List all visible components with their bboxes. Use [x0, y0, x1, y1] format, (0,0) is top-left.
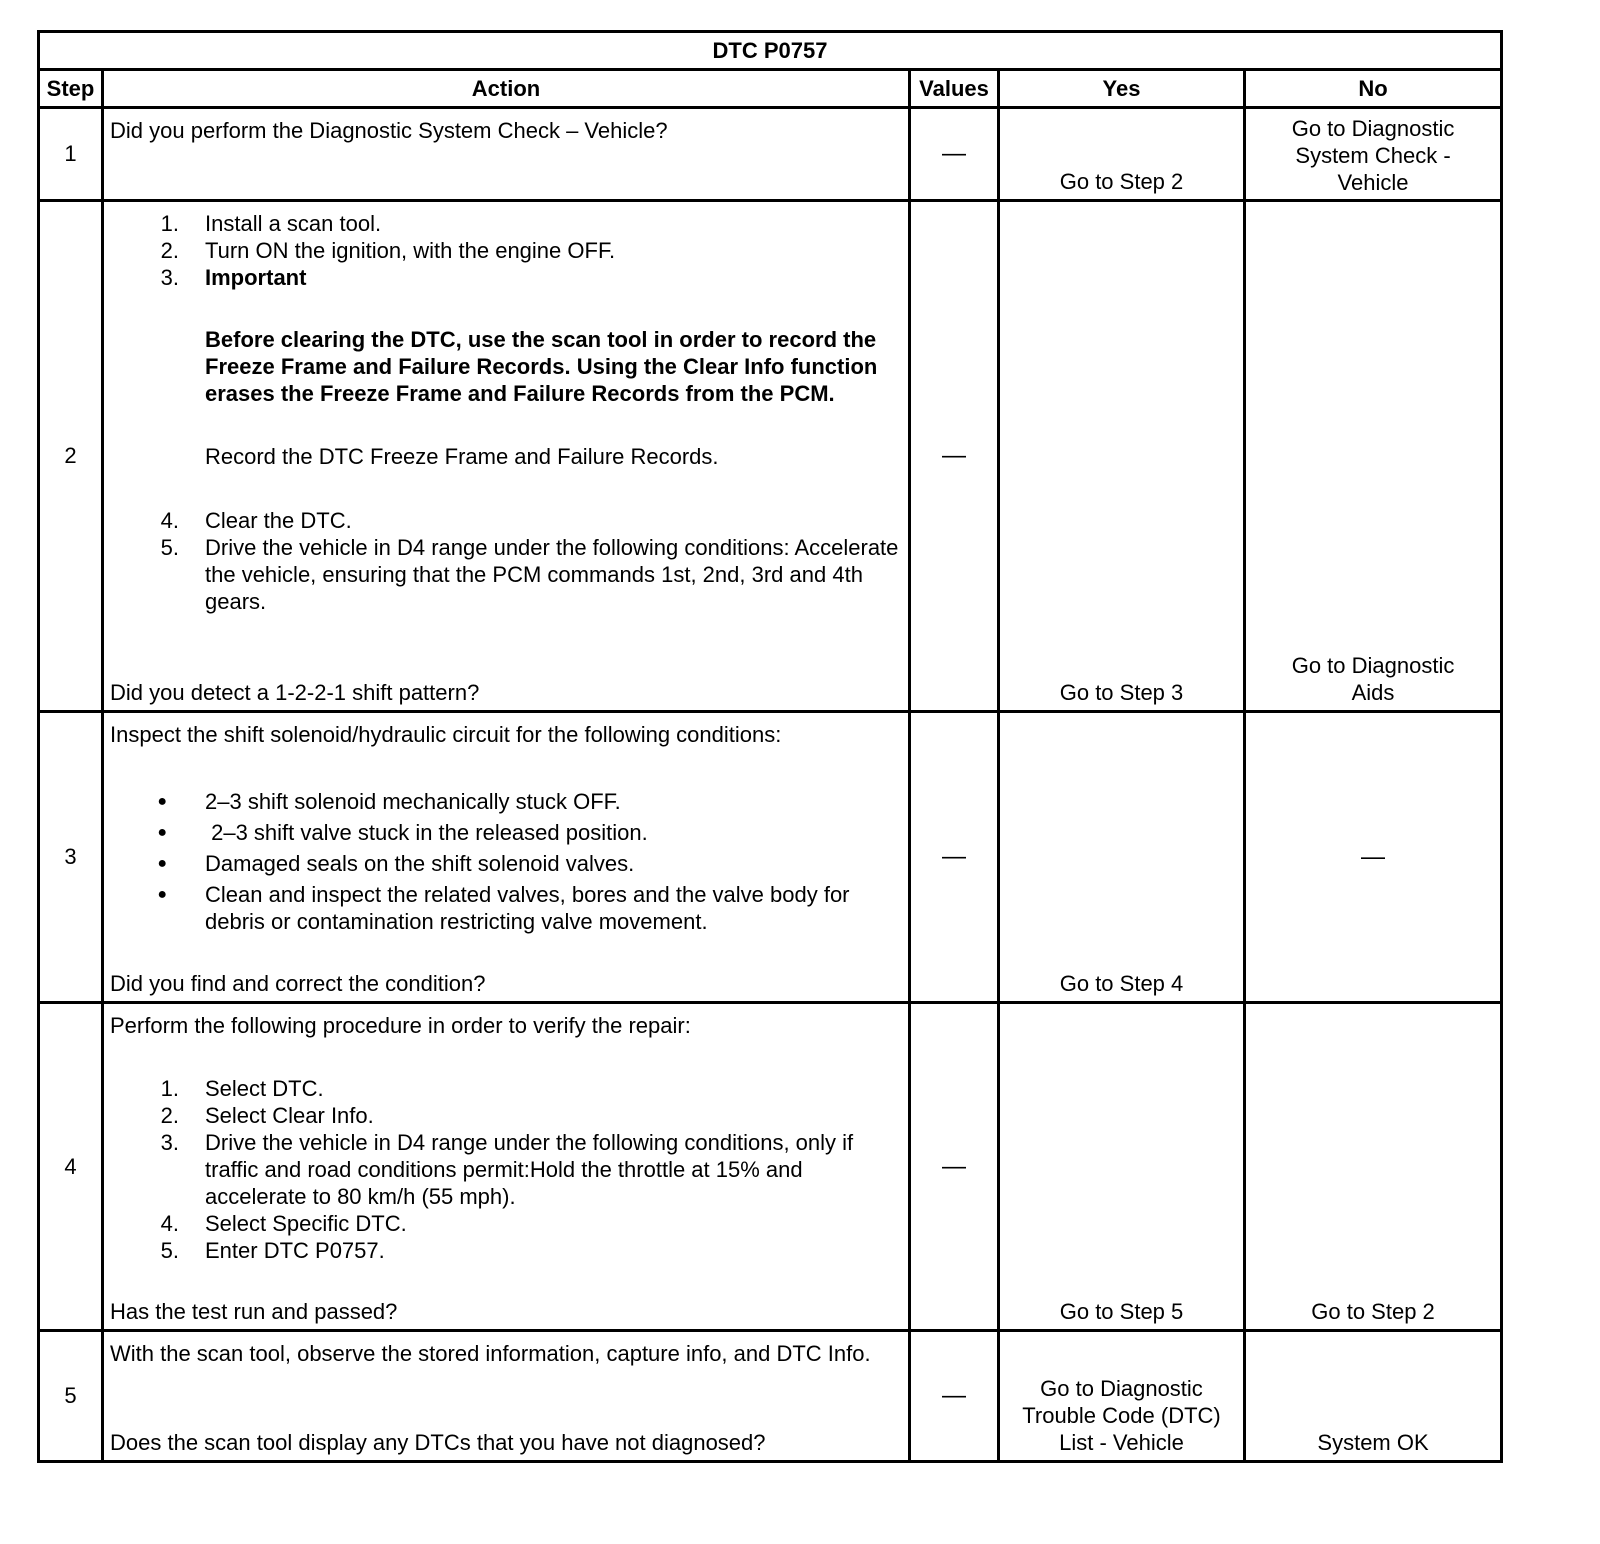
step-question: Has the test run and passed?	[110, 1299, 398, 1324]
list-item: 5. Drive the vehicle in D4 range under the following conditions: Accelerate the vehicle, ensuring that the PCM commands 1st, 2nd, 3rd and 4th gears.	[160, 535, 899, 614]
yes-link[interactable]: Go to Diagnostic Trouble Code (DTC) List - Vehicle	[1022, 1376, 1221, 1455]
bullet-icon: ●	[157, 824, 167, 841]
header-action: Action	[103, 70, 910, 108]
action-cell	[103, 1331, 910, 1462]
no-link: System OK	[1317, 1430, 1429, 1455]
list-item: ● 2–3 shift solenoid mechanically stuck OFF.	[110, 788, 902, 815]
table-row	[39, 201, 1502, 712]
no-dash: —	[1361, 843, 1386, 871]
step-question: Did you find and correct the condition?	[110, 971, 486, 996]
numbered-list	[110, 507, 902, 615]
step-intro: Inspect the shift solenoid/hydraulic circuit for the following conditions:	[110, 722, 782, 747]
yes-link[interactable]: Go to Step 2	[1059, 169, 1184, 194]
list-item: 3. Drive the vehicle in D4 range under the following conditions, only if traffic and road conditions permit:Hold the throttle at 15% and accelerate to 80 km/h (55 mph).	[160, 1130, 854, 1209]
numbered-list	[110, 1075, 902, 1264]
step-intro: Perform the following procedure in order to verify the repair:	[110, 1013, 691, 1038]
action-cell	[103, 108, 910, 201]
yes-cell	[999, 201, 1245, 712]
list-item: ● Damaged seals on the shift solenoid valves.	[110, 850, 902, 877]
table-title: DTC P0757	[39, 32, 1502, 70]
yes-link[interactable]: Go to Step 5	[1059, 1299, 1184, 1324]
table-row	[39, 108, 1502, 201]
step-number: 1	[39, 108, 103, 201]
record-note: Record the DTC Freeze Frame and Failure Records.	[205, 444, 719, 469]
header-step: Step	[39, 70, 103, 108]
no-link[interactable]: Go to Diagnostic System Check - Vehicle	[1291, 116, 1455, 195]
values-cell: —	[910, 108, 999, 201]
no-link[interactable]: Go to Step 2	[1311, 1299, 1435, 1324]
list-item: 2. Select Clear Info.	[160, 1103, 374, 1128]
values-cell: —	[910, 1003, 999, 1331]
step-number: 2	[39, 201, 103, 712]
bullet-list	[110, 788, 902, 935]
step-intro: With the scan tool, observe the stored information, capture info, and DTC Info.	[110, 1341, 871, 1366]
no-cell	[1245, 1003, 1502, 1331]
list-item: 5. Enter DTC P0757.	[160, 1238, 385, 1263]
header-yes: Yes	[999, 70, 1245, 108]
values-cell: —	[910, 1331, 999, 1462]
no-cell	[1245, 712, 1502, 1003]
step-question: Did you perform the Diagnostic System Check – Vehicle?	[110, 118, 668, 143]
values-cell: —	[910, 201, 999, 712]
no-cell	[1245, 1331, 1502, 1462]
no-link[interactable]: Go to Diagnostic Aids	[1291, 653, 1455, 705]
no-cell	[1245, 108, 1502, 201]
bullet-icon: ●	[157, 793, 167, 810]
step-number: 4	[39, 1003, 103, 1331]
list-item: 4. Clear the DTC.	[160, 508, 352, 533]
dtc-table	[37, 30, 1503, 1463]
list-item: 1. Select DTC.	[160, 1076, 324, 1101]
list-item: 1. Install a scan tool.	[160, 211, 382, 236]
step-question: Does the scan tool display any DTCs that you have not diagnosed?	[110, 1430, 766, 1455]
yes-link[interactable]: Go to Step 3	[1059, 680, 1184, 705]
action-cell	[103, 712, 910, 1003]
header-values: Values	[910, 70, 999, 108]
no-cell	[1245, 201, 1502, 712]
action-cell	[103, 201, 910, 712]
list-item: ● 2–3 shift valve stuck in the released position.	[110, 819, 902, 846]
table-row	[39, 1331, 1502, 1462]
values-cell: —	[910, 712, 999, 1003]
list-item: 4. Select Specific DTC.	[160, 1211, 407, 1236]
table-row	[39, 712, 1502, 1003]
bullet-icon: ●	[157, 855, 167, 872]
numbered-list	[110, 210, 902, 291]
bullet-icon: ●	[157, 886, 167, 903]
step-number: 5	[39, 1331, 103, 1462]
yes-cell	[999, 1331, 1245, 1462]
step-number: 3	[39, 712, 103, 1003]
action-cell	[103, 1003, 910, 1331]
list-item: 3. Important	[160, 265, 307, 290]
step-question: Did you detect a 1-2-2-1 shift pattern?	[110, 680, 480, 705]
list-item: ● Clean and inspect the related valves, bores and the valve body for debris or contamination restricting valve movement.	[110, 881, 902, 935]
yes-cell	[999, 712, 1245, 1003]
header-no: No	[1245, 70, 1502, 108]
yes-cell	[999, 1003, 1245, 1331]
yes-cell	[999, 108, 1245, 201]
important-note: Before clearing the DTC, use the scan tool in order to record the Freeze Frame and Failure Records. Using the Clear Info function erases the Freeze Frame and Failure Records from the PCM.	[205, 327, 878, 406]
table-row	[39, 1003, 1502, 1331]
list-item: 2. Turn ON the ignition, with the engine OFF.	[160, 238, 616, 263]
yes-link[interactable]: Go to Step 4	[1059, 971, 1184, 996]
